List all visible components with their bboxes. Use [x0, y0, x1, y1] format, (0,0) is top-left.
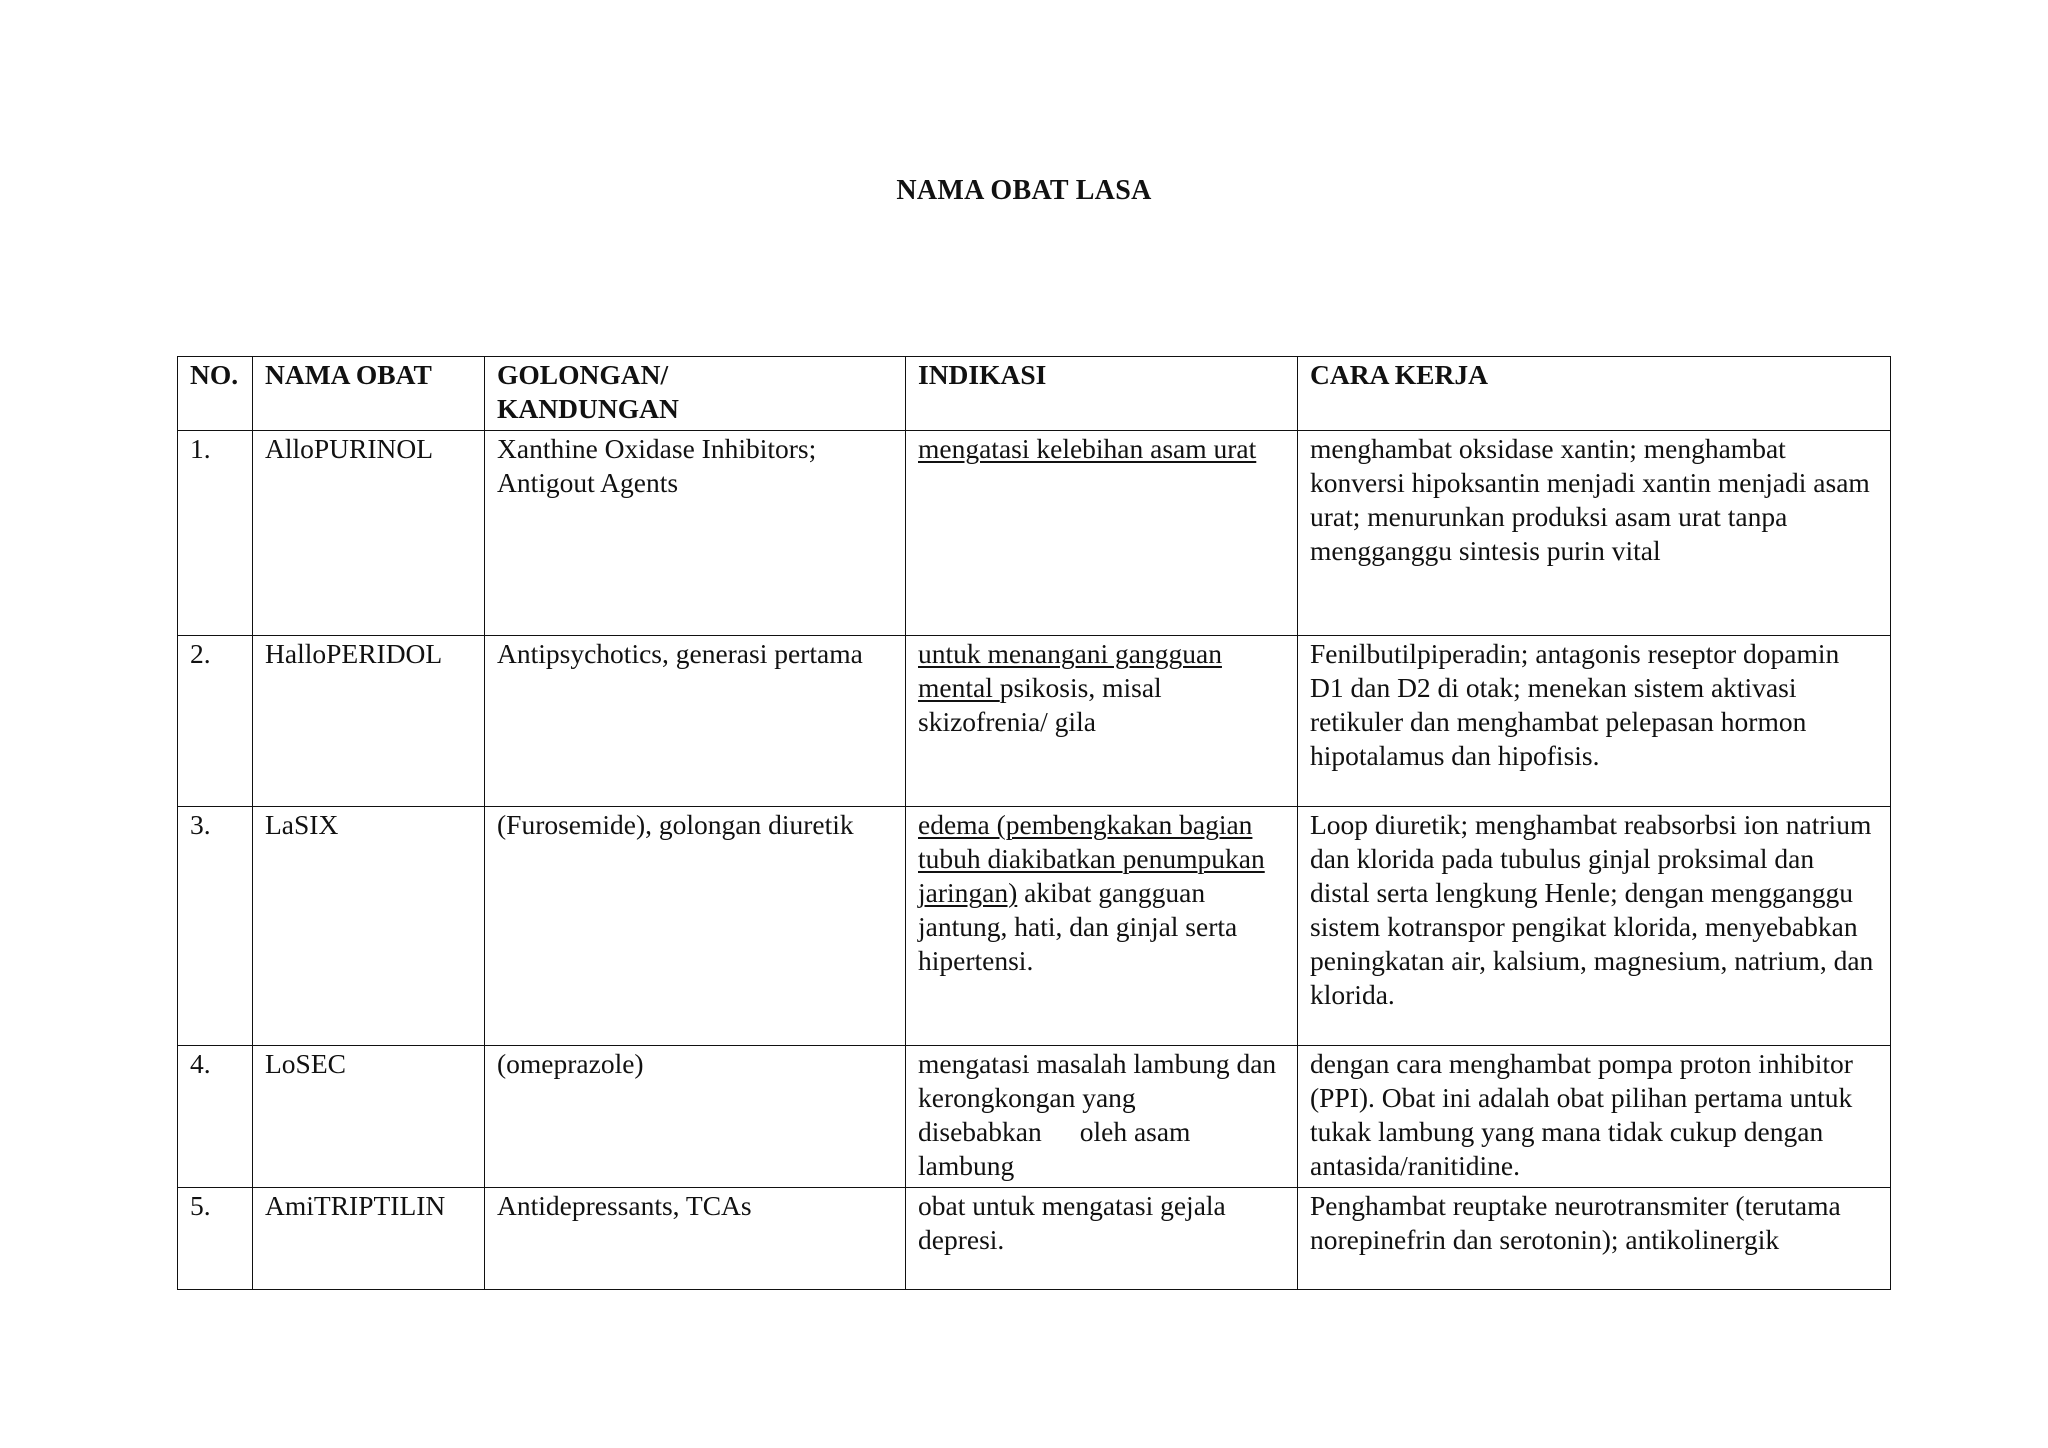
indikasi-plain: mengatasi masalah lambung dan kerongkongan yang [918, 1048, 1277, 1113]
header-no: NO. [178, 357, 253, 431]
cell-no: 3. [178, 807, 253, 1046]
header-golongan [485, 357, 906, 431]
cell-no: 4. [178, 1046, 253, 1188]
cell-no: 5. [178, 1188, 253, 1290]
cell-nama-obat: HalloPERIDOL [253, 636, 485, 807]
cell-indikasi [906, 636, 1298, 807]
cell-cara-kerja: Loop diuretik; menghambat reabsorbsi ion natrium dan klorida pada tubulus ginjal proksimal dan distal serta lengkung Henle; dengan mengganggu sistem kotranspor pengikat klorida, menyebabkan peningkatan air, kalsium, magnesium, natrium, dan klorida. [1298, 807, 1891, 1046]
table-header-row [178, 357, 1891, 431]
indikasi-plain: akibat gangguan jantung, hati, dan ginjal serta hipertensi. [918, 877, 1238, 976]
table-row [178, 636, 1891, 807]
cell-golongan: Antipsychotics, generasi pertama [485, 636, 906, 807]
cell-nama-obat: LaSIX [253, 807, 485, 1046]
indikasi-plain: obat untuk mengatasi gejala depresi. [918, 1190, 1226, 1255]
cell-cara-kerja: Fenilbutilpiperadin; antagonis reseptor dopamin D1 dan D2 di otak; menekan sistem aktivasi retikuler dan menghambat pelepasan hormon hipotalamus dan hipofisis. [1298, 636, 1891, 807]
cell-no: 1. [178, 431, 253, 636]
cell-no: 2. [178, 636, 253, 807]
cell-indikasi [906, 431, 1298, 636]
cell-indikasi [906, 1188, 1298, 1290]
cell-golongan: Xanthine Oxidase Inhibitors; Antigout Agents [485, 431, 906, 636]
cell-cara-kerja: Penghambat reuptake neurotransmiter (terutama norepinefrin dan serotonin); antikolinergik [1298, 1188, 1891, 1290]
header-indikasi: INDIKASI [906, 357, 1298, 431]
cell-nama-obat: LoSEC [253, 1046, 485, 1188]
cell-nama-obat: AmiTRIPTILIN [253, 1188, 485, 1290]
table-row [178, 1046, 1891, 1188]
indikasi-underlined: untuk menangani gangguan mental [918, 638, 1222, 703]
cell-indikasi [906, 1046, 1298, 1188]
indikasi-underlined: edema (pembengkakan bagian tubuh diakibatkan penumpukan jaringan) [918, 809, 1265, 908]
table-row [178, 1188, 1891, 1290]
cell-indikasi [906, 807, 1298, 1046]
header-cara-kerja: CARA KERJA [1298, 357, 1891, 431]
lasa-drug-table [177, 356, 1891, 1290]
cell-golongan: (Furosemide), golongan diuretik [485, 807, 906, 1046]
indikasi-word-a: disebabkan [918, 1116, 1042, 1147]
header-nama-obat: NAMA OBAT [253, 357, 485, 431]
page-title: NAMA OBAT LASA [896, 175, 1152, 206]
table-row [178, 807, 1891, 1046]
cell-golongan: Antidepressants, TCAs [485, 1188, 906, 1290]
cell-golongan: (omeprazole) [485, 1046, 906, 1188]
table-row [178, 431, 1891, 636]
indikasi-word-b: oleh asam lambung [918, 1116, 1191, 1181]
cell-cara-kerja: dengan cara menghambat pompa proton inhibitor (PPI). Obat ini adalah obat pilihan pertama untuk tukak lambung yang mana tidak cukup dengan antasida/ranitidine. [1298, 1046, 1891, 1188]
indikasi-underlined: mengatasi kelebihan asam urat [918, 433, 1257, 464]
header-golongan-line1: GOLONGAN/ [497, 359, 669, 390]
header-golongan-line2: KANDUNGAN [497, 393, 679, 424]
cell-nama-obat: AlloPURINOL [253, 431, 485, 636]
cell-cara-kerja: menghambat oksidase xantin; menghambat konversi hipoksantin menjadi xantin menjadi asam urat; menurunkan produksi asam urat tanpa mengganggu sintesis purin vital [1298, 431, 1891, 636]
indikasi-plain: psikosis, misal skizofrenia/ gila [918, 672, 1162, 737]
